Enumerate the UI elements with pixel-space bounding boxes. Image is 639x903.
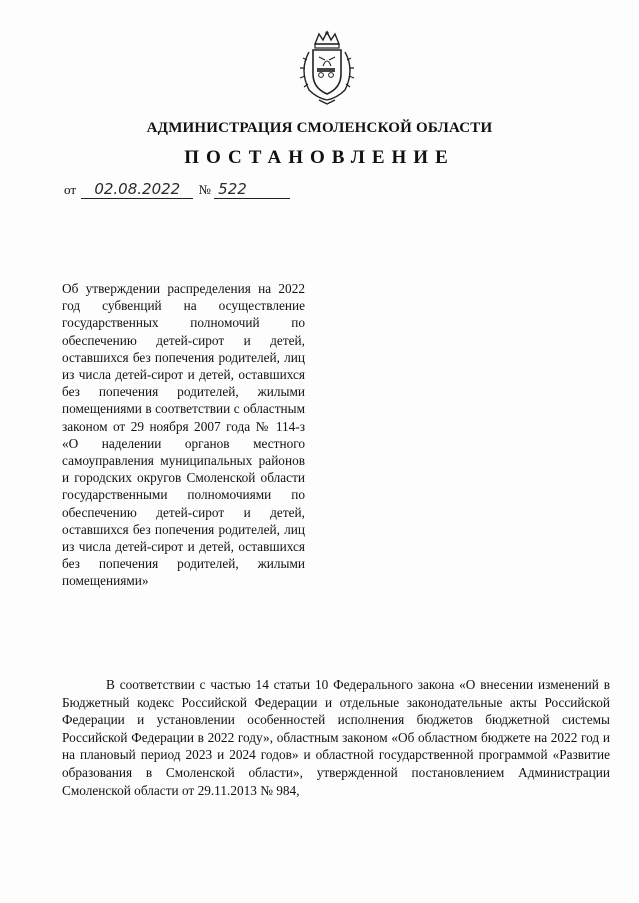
document-body: В соответствии с частью 14 статьи 10 Федерального закона «О внесении изменений в Бюджетный кодекс Российской Федерации и отдельные законодательные акты Российской Федерации и установлении особенностей исполнения бюджетов бюджетной системы Российской Федерации в 2022 году», областным законом «Об областном бюджете на 2022 год и на плановый период 2023 и 2024 годов» и областной государственной программой «Развитие образования в Смоленской области», утвержденной постановлением Администрации Смоленской области от 29.11.2013 № 984, <box>62 677 610 798</box>
number-value: 522 <box>214 180 290 199</box>
date-value: 02.08.2022 <box>81 180 193 199</box>
document-subject: Об утверждении распределения на 2022 год субвенций на осуществление государственных полномочий по обеспечению детей-сирот и детей, оставшихся без попечения родителей, лиц из числа детей-сирот и детей, оставшихся без попечения родителей, жилыми помещениями в соответствии с областным законом от 29 ноября 2007 года № 114-з «О наделении органов местного самоуправления муниципальных районов и городских округов Смоленской области государственными полномочиями по обеспечению детей-сирот и детей, оставшихся без попечения родителей, лиц из числа детей-сирот и детей, оставшихся без попечения родителей, жилыми помещениями» <box>62 281 305 589</box>
coat-of-arms-icon <box>295 30 359 106</box>
organization-title: АДМИНИСТРАЦИЯ СМОЛЕНСКОЙ ОБЛАСТИ <box>146 120 493 136</box>
number-sign: № <box>198 182 211 197</box>
date-number-line <box>64 180 290 199</box>
date-prefix: от <box>64 182 77 197</box>
document-type-title: ПОСТАНОВЛЕНИЕ <box>184 147 455 168</box>
